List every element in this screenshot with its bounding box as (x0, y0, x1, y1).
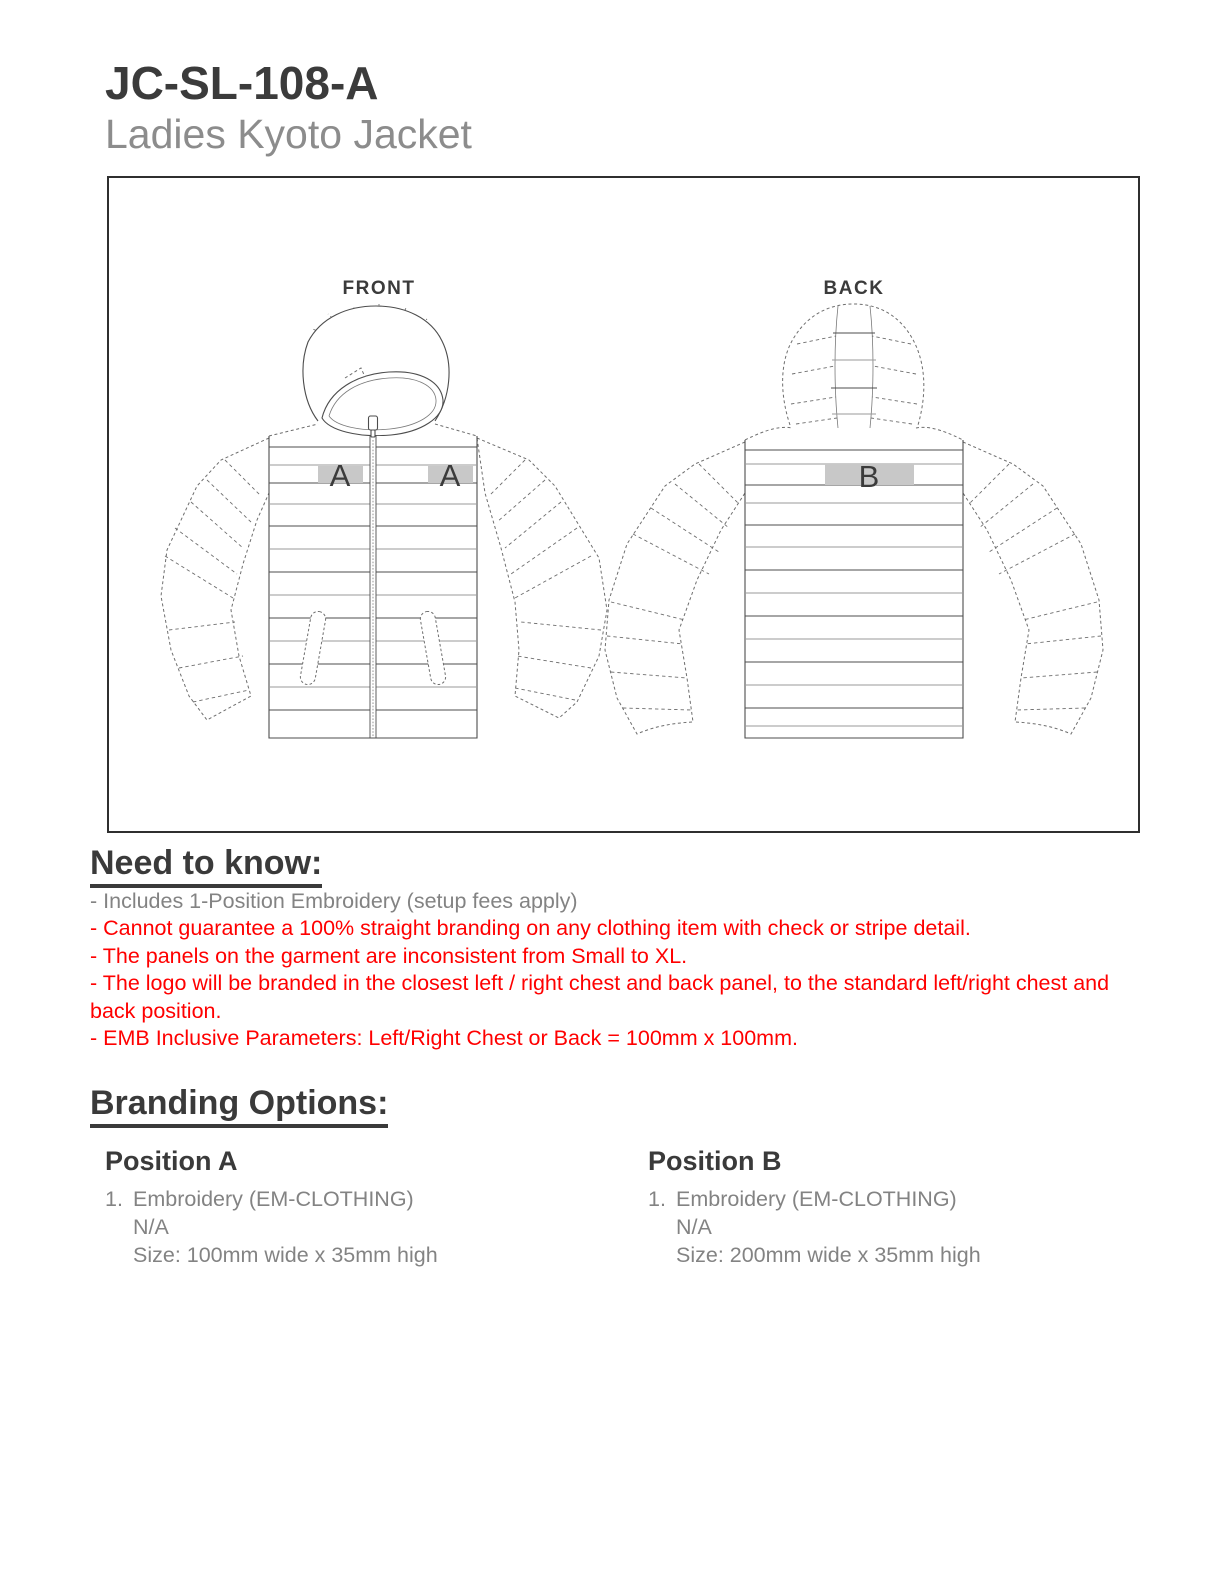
need-to-know-item: - The logo will be branded in the closest left / right chest and back panel, to the standard left/right chest and back position. (90, 971, 1110, 1023)
branding-options-heading: Branding Options: (90, 1086, 388, 1128)
front-left-sleeve (161, 438, 269, 720)
position-a-title: Position A (105, 1146, 238, 1176)
need-to-know-item: - Includes 1-Position Embroidery (setup fees apply) (90, 889, 578, 913)
position-a-detail: N/A (133, 1215, 169, 1239)
front-right-sleeve (477, 438, 607, 718)
position-a-details (105, 1185, 625, 1269)
position-b-size: Size: 200mm wide x 35mm high (676, 1243, 981, 1267)
back-shoulder-seams (745, 427, 963, 440)
back-hood-icon (783, 304, 924, 425)
position-b-details (648, 1185, 1168, 1269)
back-marker-label: B (858, 459, 880, 494)
back-view-label: BACK (823, 278, 885, 299)
need-to-know-list (90, 888, 1138, 1052)
position-a-number: 1. (105, 1187, 123, 1211)
front-view-label: FRONT (342, 278, 416, 299)
back-left-sleeve (605, 442, 745, 734)
front-zipper-slider (371, 430, 375, 437)
need-to-know-item: - Cannot guarantee a 100% straight branding on any clothing item with check or stripe detail. (90, 916, 971, 941)
position-b-number: 1. (648, 1187, 666, 1211)
back-jacket-drawing (605, 278, 1103, 738)
position-b-title: Position B (648, 1146, 782, 1176)
position-a-method: Embroidery (EM-CLOTHING) (133, 1187, 414, 1211)
position-a-size: Size: 100mm wide x 35mm high (133, 1243, 438, 1267)
front-zipper-pull (369, 416, 378, 430)
garment-diagram (109, 178, 1138, 831)
need-to-know-item: - EMB Inclusive Parameters: Left/Right Chest or Back = 100mm x 100mm. (90, 1026, 798, 1051)
front-marker-right-label: A (439, 458, 461, 493)
page-subtitle: Ladies Kyoto Jacket (105, 111, 472, 157)
front-jacket-drawing (161, 278, 607, 738)
position-b-block (648, 1148, 1168, 1269)
position-b-detail: N/A (676, 1215, 712, 1239)
page-title: JC-SL-108-A (105, 57, 379, 109)
front-marker-left-label: A (329, 458, 351, 493)
need-to-know-item: - The panels on the garment are inconsistent from Small to XL. (90, 943, 688, 968)
position-b-method: Embroidery (EM-CLOTHING) (676, 1187, 957, 1211)
position-a-block (105, 1148, 625, 1269)
branding-options-section (90, 1086, 388, 1128)
need-to-know-section (90, 846, 322, 888)
need-to-know-heading: Need to know: (90, 846, 322, 888)
garment-diagram-box (107, 176, 1140, 833)
back-right-sleeve (963, 442, 1103, 734)
